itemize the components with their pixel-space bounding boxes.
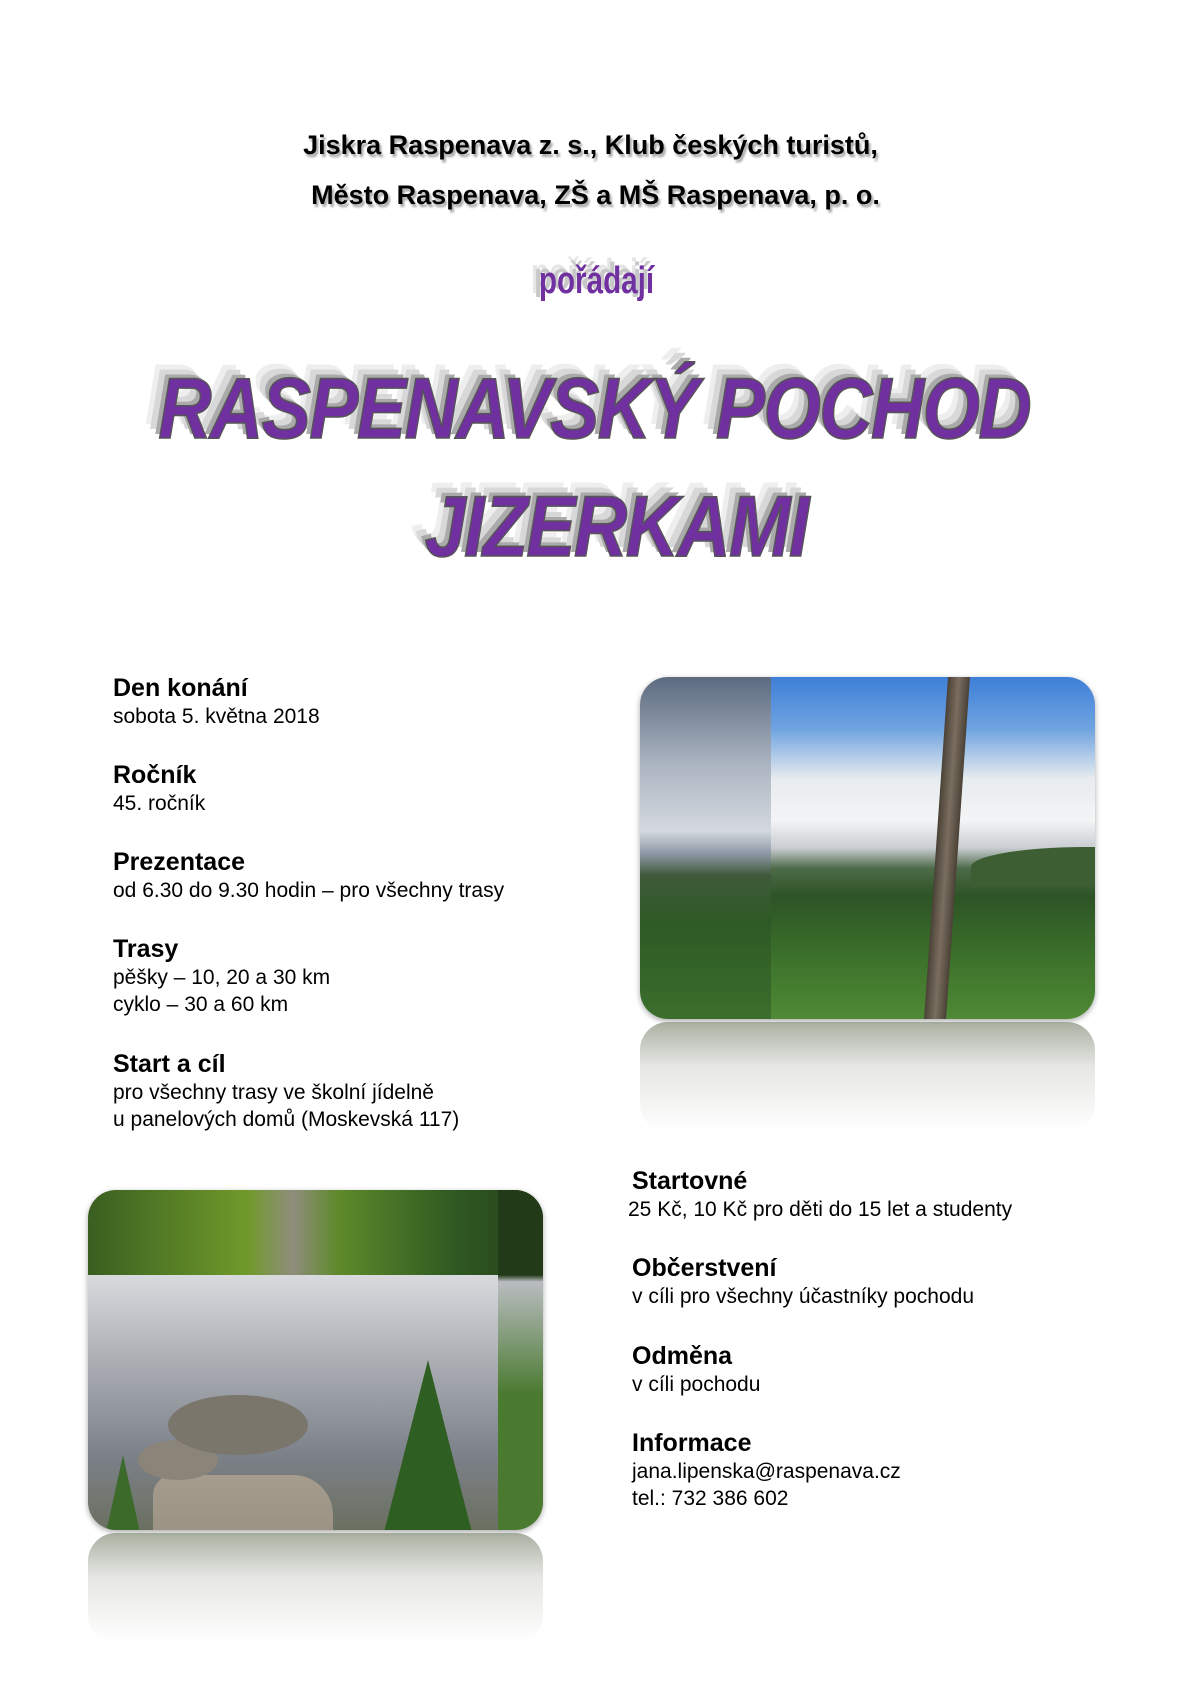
info-contact	[632, 1428, 901, 1512]
info-text: od 6.30 do 9.30 hodin – pro všechny trasy	[113, 879, 505, 902]
info-heading: Odměna	[632, 1342, 733, 1370]
info-heading: Trasy	[113, 935, 179, 963]
info-refreshments	[632, 1253, 974, 1310]
rock-cap	[168, 1395, 308, 1455]
contact-email[interactable]: jana.lipenska@raspenava.cz	[632, 1460, 901, 1483]
info-text: u panelových domů (Moskevská 117)	[113, 1108, 460, 1131]
spruce-tree	[363, 1360, 493, 1530]
info-text: pěšky – 10, 20 a 30 km	[113, 966, 331, 989]
info-reward	[632, 1341, 760, 1398]
organizers-line-2: Město Raspenava, ZŠ a MŠ Raspenava, p. o.	[311, 180, 880, 210]
info-heading: Den konání	[113, 674, 248, 702]
info-registration	[113, 847, 504, 904]
info-text: 45. ročník	[113, 792, 206, 815]
photo-panel-right	[498, 1190, 543, 1530]
contact-phone[interactable]: tel.: 732 386 602	[632, 1487, 789, 1510]
event-title-line-2: JIZERKAMI	[424, 479, 808, 575]
info-edition	[113, 760, 205, 817]
organizers-line-1: Jiskra Raspenava z. s., Klub českých turistů,	[303, 130, 878, 160]
info-text: pro všechny trasy ve školní jídelně	[113, 1081, 434, 1104]
tree-trunk	[924, 677, 970, 1019]
info-heading: Startovné	[632, 1167, 748, 1195]
info-heading: Informace	[632, 1429, 752, 1457]
forest-landscape-photo	[640, 677, 1095, 1019]
info-heading: Prezentace	[113, 848, 246, 876]
photo-panel-main	[771, 677, 1095, 1019]
info-date	[113, 673, 320, 730]
info-heading: Ročník	[113, 761, 197, 789]
rock-base	[153, 1475, 333, 1530]
info-text: v cíli pro všechny účastníky pochodu	[632, 1285, 975, 1308]
info-text: sobota 5. května 2018	[113, 705, 320, 728]
photo-reflection	[88, 1533, 543, 1643]
info-routes	[113, 934, 330, 1018]
photo-panel-main	[88, 1275, 543, 1530]
presents-text: pořádají	[538, 260, 655, 302]
mountain-ridge	[971, 847, 1095, 887]
info-text: 25 Kč, 10 Kč pro děti do 15 let a studenty	[628, 1198, 1013, 1221]
info-heading: Start a cíl	[113, 1050, 226, 1078]
rock-formation-photo	[88, 1190, 543, 1530]
info-heading: Občerstvení	[632, 1254, 777, 1282]
info-text: v cíli pochodu	[632, 1373, 761, 1396]
photo-panel-top	[88, 1190, 543, 1275]
photo-reflection	[640, 1022, 1095, 1132]
event-title-line-1: RASPENAVSKÝ POCHOD	[158, 361, 1031, 457]
info-entry-fee	[628, 1166, 1013, 1223]
info-start-finish	[113, 1049, 459, 1133]
info-text: cyklo – 30 a 60 km	[113, 993, 289, 1016]
photo-panel-left	[640, 677, 771, 1019]
